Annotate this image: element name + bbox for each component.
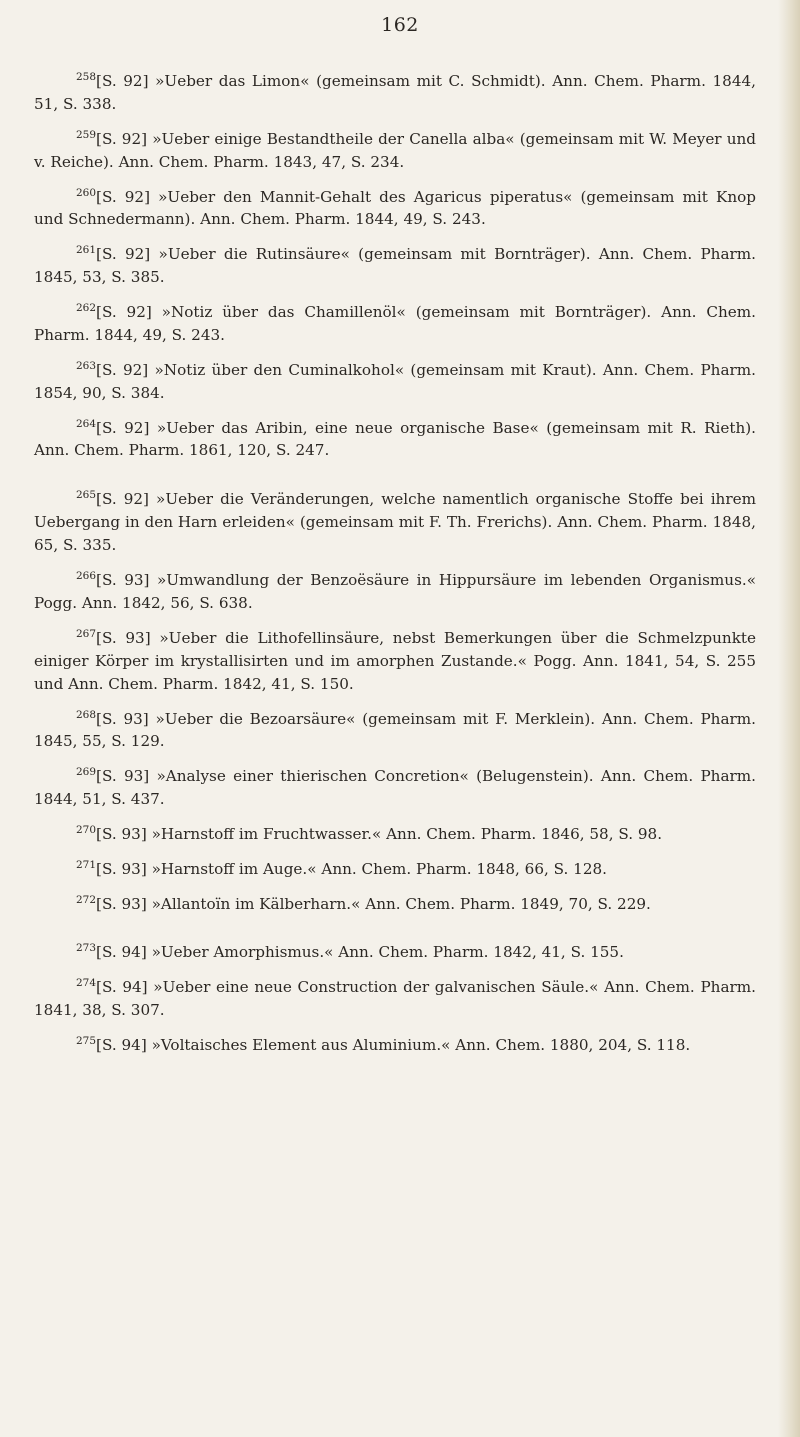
footnote-text: [S. 92] »Ueber einige Bestandtheile der Canella alba« (gemeinsam mit W. Meyer und v. Reiche). Ann. Chem. Pharm. 1843, 47, S. 234. (34, 129, 756, 171)
footnote-number: 265 (76, 489, 97, 502)
footnote-number: 272 (76, 893, 97, 906)
footnote-text: [S. 93] »Ueber die Bezoarsäure« (gemeinsam mit F. Merklein). Ann. Chem. Pharm. 1845, 55, S. 129. (34, 709, 756, 751)
footnote-number: 267 (76, 627, 97, 640)
footnote-271 (34, 854, 756, 881)
page-number: 162 (381, 14, 419, 36)
footnote-number: 263 (76, 359, 97, 372)
footnote-275 (34, 1030, 756, 1057)
footnote-number: 275 (76, 1035, 97, 1048)
footnote-274 (34, 972, 756, 1022)
footnote-264 (34, 413, 756, 463)
footnote-263 (34, 355, 756, 405)
footnote-text: [S. 93] »Umwandlung der Benzoësäure in Hippursäure im lebenden Organismus.« Pogg. Ann. 1842, 56, S. 638. (34, 570, 756, 612)
footnote-text: [S. 92] »Ueber die Rutinsäure« (gemeinsam mit Bornträger). Ann. Chem. Pharm. 1845, 53, S. 385. (34, 245, 756, 287)
footnote-261 (34, 239, 756, 289)
footnote-number: 259 (76, 128, 97, 141)
footnote-text: [S. 93] »Harnstoff im Auge.« Ann. Chem. Pharm. 1848, 66, S. 128. (96, 859, 607, 878)
footnote-268 (34, 704, 756, 754)
footnote-262 (34, 297, 756, 347)
footnote-number: 266 (76, 570, 97, 583)
footnote-number: 261 (76, 244, 97, 257)
footnote-number: 269 (76, 766, 97, 779)
footnote-text: [S. 93] »Ueber die Lithofellinsäure, nebst Bemerkungen über die Schmelzpunkte einiger Körper im krystallisirten und im amorphen Zustande.« Pogg. Ann. 1841, 54, S. 255 und Ann. Chem. Pharm. 1842, 41, S. 150. (34, 628, 756, 693)
footnote-number: 271 (76, 858, 97, 871)
footnote-text: [S. 94] »Ueber Amorphismus.« Ann. Chem. Pharm. 1842, 41, S. 155. (96, 943, 624, 962)
footnote-number: 270 (76, 824, 97, 837)
section-gap (34, 923, 756, 937)
footnote-259 (34, 124, 756, 174)
footnote-number: 268 (76, 708, 97, 721)
footnote-text: [S. 93] »Analyse einer thierischen Concretion« (Belugenstein). Ann. Chem. Pharm. 1844, 51, S. 437. (34, 767, 756, 809)
footnote-269 (34, 761, 756, 811)
footnote-text: [S. 93] »Harnstoff im Fruchtwasser.« Ann. Chem. Pharm. 1846, 58, S. 98. (96, 824, 663, 843)
footnote-number: 274 (76, 977, 97, 990)
footnote-265 (34, 484, 756, 557)
footnote-number: 264 (76, 417, 97, 430)
footnote-text: [S. 92] »Ueber das Aribin, eine neue organische Base« (gemeinsam mit R. Rieth). Ann. Chem. Pharm. 1861, 120, S. 247. (34, 418, 756, 460)
footnote-text: [S. 94] »Ueber eine neue Construction der galvanischen Säule.« Ann. Chem. Pharm. 1841, 38, S. 307. (34, 978, 756, 1020)
footnote-text: [S. 93] »Allantoïn im Kälberharn.« Ann. Chem. Pharm. 1849, 70, S. 229. (96, 894, 651, 913)
footnote-266 (34, 565, 756, 615)
footnote-text: [S. 92] »Notiz über das Chamillenöl« (gemeinsam mit Bornträger). Ann. Chem. Pharm. 1844, 49, S. 243. (34, 302, 756, 344)
footnote-text: [S. 92] »Ueber das Limon« (gemeinsam mit C. Schmidt). Ann. Chem. Pharm. 1844, 51, S. 338. (34, 71, 756, 113)
footnote-number: 262 (76, 302, 97, 315)
footnote-273 (34, 937, 756, 964)
section-gap (34, 470, 756, 484)
footnote-number: 258 (76, 71, 97, 83)
footnote-number: 273 (76, 942, 97, 955)
footnote-272 (34, 889, 756, 916)
footnote-258 (34, 66, 756, 116)
footnote-260 (34, 182, 756, 232)
footnote-text: [S. 92] »Notiz über den Cuminalkohol« (gemeinsam mit Kraut). Ann. Chem. Pharm. 1854, 90, S. 384. (34, 360, 756, 402)
footnote-270 (34, 819, 756, 846)
footnote-number: 260 (76, 186, 97, 199)
footnote-list (34, 66, 756, 1065)
footnote-text: [S. 92] »Ueber den Mannit-Gehalt des Agaricus piperatus« (gemeinsam mit Knop und Schnedermann). Ann. Chem. Pharm. 1844, 49, S. 243. (34, 187, 756, 229)
footnote-text: [S. 92] »Ueber die Veränderungen, welche namentlich organische Stoffe bei ihrem Uebergang in den Harn erleiden« (gemeinsam mit F. Th. Frerichs). Ann. Chem. Pharm. 1848, 65, S. 335. (34, 490, 756, 555)
footnote-text: [S. 94] »Voltaisches Element aus Aluminium.« Ann. Chem. 1880, 204, S. 118. (96, 1035, 691, 1054)
footnote-267 (34, 623, 756, 696)
page-edge-shadow (778, 0, 800, 1437)
